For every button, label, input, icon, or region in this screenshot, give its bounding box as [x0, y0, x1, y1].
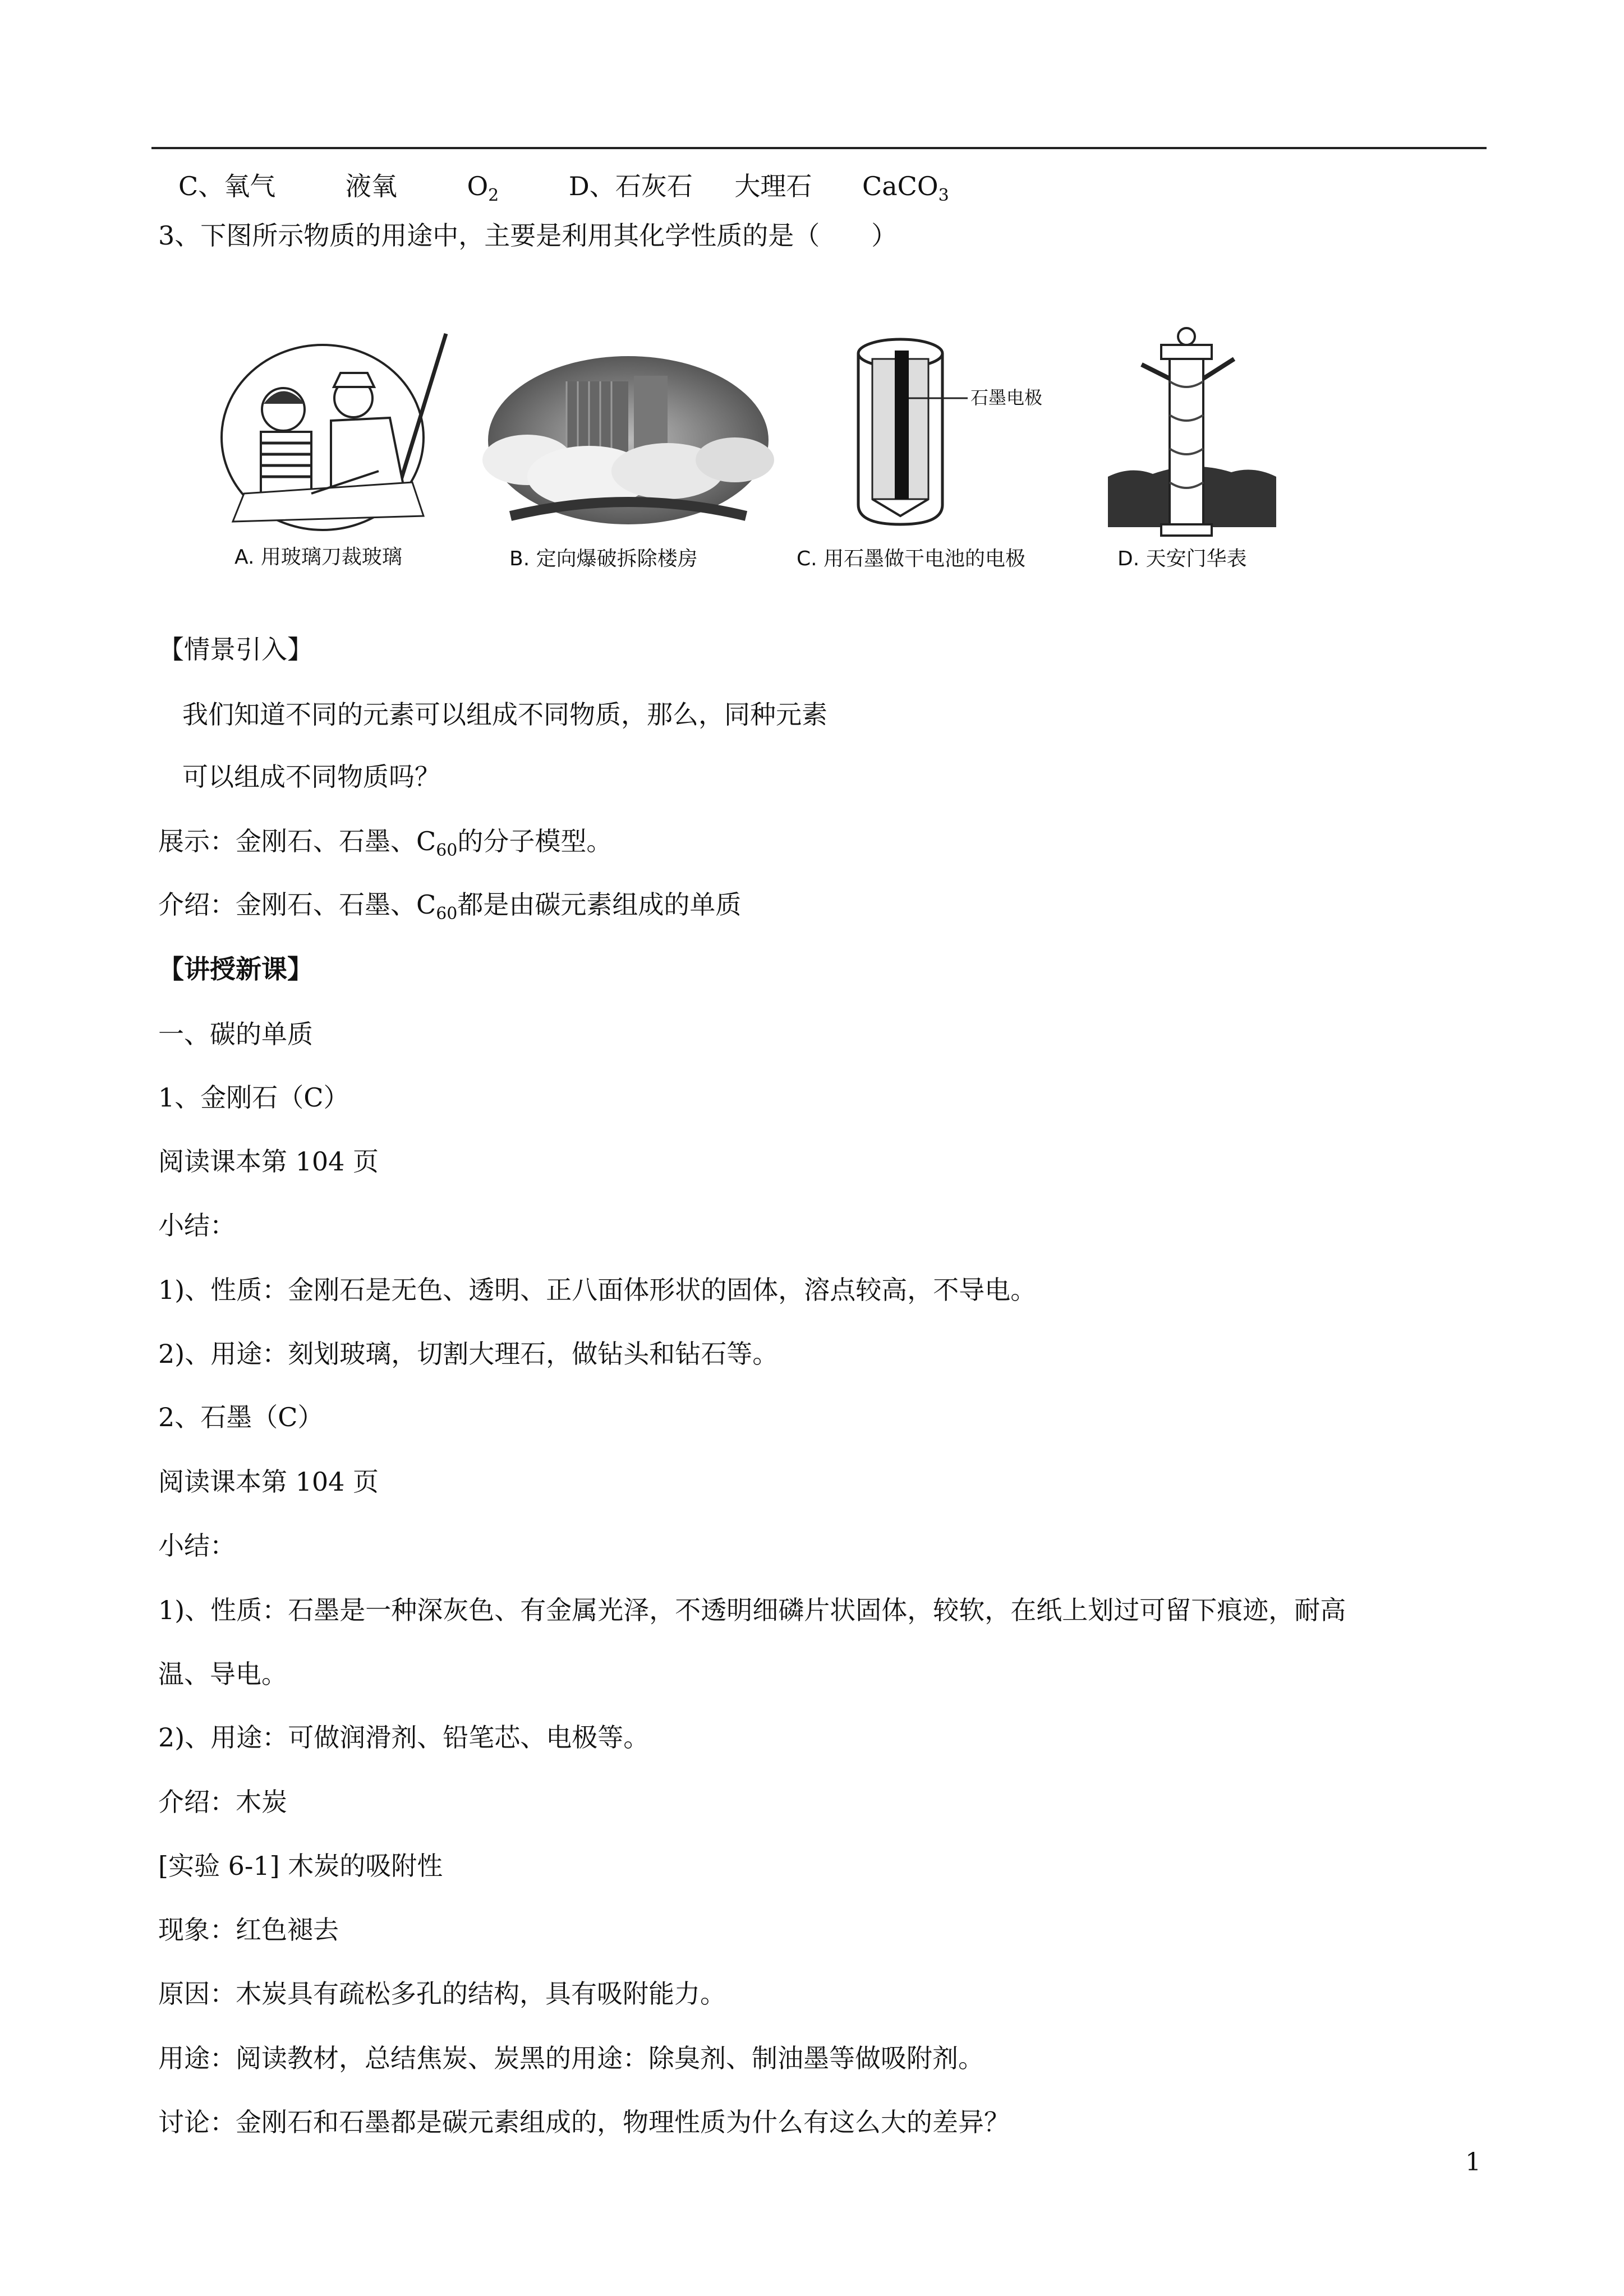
- body-line-18: 讨论：金刚石和石墨都是碳元素组成的，物理性质为什么有这么大的差异？: [158, 2107, 1010, 2137]
- figure-b-caption: B. 定向爆破拆除楼房: [509, 547, 698, 570]
- figure-d-huabiao: [1108, 325, 1276, 544]
- option-c-label: C、氧气: [178, 171, 276, 201]
- body-line-17: 用途：阅读教材，总结焦炭、炭黑的用途：除臭剂、制油墨等做吸附剂。: [158, 2043, 984, 2073]
- body-line-15: 现象：红色褪去: [158, 1915, 339, 1945]
- scene-line-2: 可以组成不同物质吗？: [182, 762, 440, 792]
- body-line-14: [实验 6-1] 木炭的吸附性: [158, 1851, 443, 1881]
- figure-a-glass-cutter: [210, 325, 457, 538]
- question-3: 3、下图所示物质的用途中，主要是利用其化学性质的是（ ）: [158, 220, 898, 251]
- body-line-13: 介绍：木炭: [158, 1787, 287, 1817]
- section-scene-heading: 【情景引入】: [158, 634, 313, 665]
- show-line: 展示：金刚石、石墨、$C_{60}$的分子模型。: [158, 826, 613, 860]
- body-line-5: 1)、性质：金刚石是无色、透明、正八面体形状的固体，溶点较高，不导电。: [158, 1275, 1037, 1305]
- body-line-16: 原因：木炭具有疏松多孔的结构，具有吸附能力。: [158, 1979, 726, 2009]
- options-row: [178, 169, 949, 213]
- body-line-3: 阅读课本第 104 页: [158, 1146, 379, 1177]
- body-line-1: 一、碳的单质: [158, 1019, 313, 1049]
- body-line-12: 2)、用途：可做润滑剂、铅笔芯、电极等。: [158, 1722, 650, 1753]
- scene-line-1: 我们知道不同的元素可以组成不同物质，那么，同种元素: [182, 699, 827, 730]
- option-d-formula: CaCO$_3$: [862, 171, 949, 205]
- section-new-heading: 【讲授新课】: [158, 954, 313, 984]
- figure-c-dry-battery: [844, 331, 1080, 544]
- graphite-electrode-label: 石墨电极: [970, 387, 1043, 408]
- page-number: 1: [1465, 2148, 1481, 2177]
- body-line-9: 小结：: [158, 1530, 236, 1561]
- option-d-label: D、石灰石: [568, 171, 693, 201]
- figure-d-caption: D. 天安门华表: [1117, 547, 1247, 570]
- option-c-formula: $O_2$: [467, 171, 499, 205]
- option-d-item2: 大理石: [734, 171, 812, 201]
- header-rule: [151, 147, 1487, 149]
- figure-a-caption: A. 用玻璃刀裁玻璃: [234, 546, 402, 569]
- body-line-6: 2)、用途：刻划玻璃，切割大理石，做钻头和钻石等。: [158, 1339, 779, 1369]
- body-line-8: 阅读课本第 104 页: [158, 1467, 379, 1497]
- option-c-item2: 液氧: [345, 171, 397, 201]
- body-line-11: 温、导电。: [158, 1659, 287, 1689]
- body-line-10: 1)、性质：石墨是一种深灰色、有金属光泽，不透明细磷片状固体，较软，在纸上划过可留下痕迹，耐高: [158, 1595, 1346, 1625]
- intro-line: 介绍：金刚石、石墨、$C_{60}$都是由碳元素组成的单质: [158, 889, 742, 924]
- body-line-7: 2、石墨（C）: [158, 1402, 324, 1432]
- figure-c-caption: C. 用石墨做干电池的电极: [797, 547, 1026, 570]
- body-line-4: 小结：: [158, 1210, 236, 1241]
- body-line-2: 1、金刚石（C）: [158, 1082, 349, 1113]
- figure-b-demolition: [477, 348, 780, 533]
